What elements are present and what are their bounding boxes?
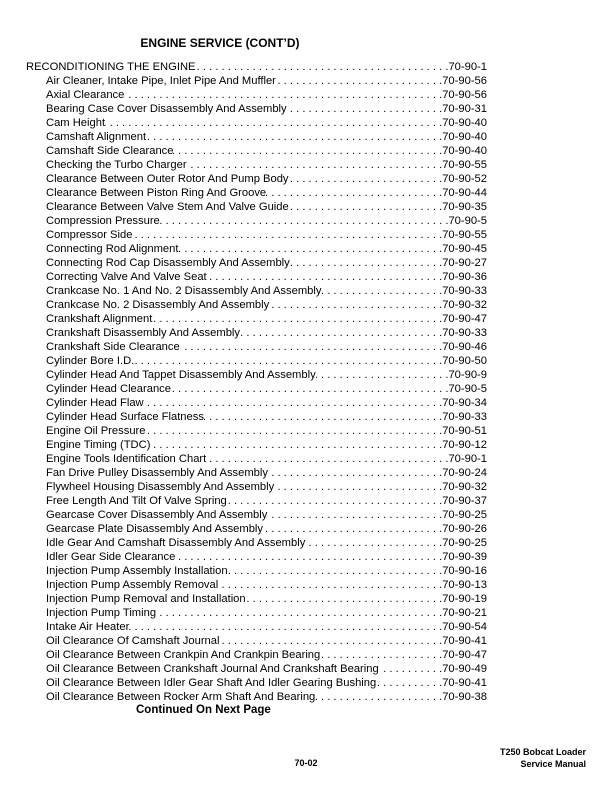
toc-entry[interactable] [26,158,487,172]
entry-title: Oil Clearance Between Crankshaft Journal And Crankshaft Bearing [46,663,379,675]
entry-title: Compression Pressure [46,215,160,227]
toc-entry[interactable] [26,186,487,200]
toc-entry[interactable] [26,676,487,690]
entry-page: 70-90-51 [442,425,487,437]
entry-title: Crankcase No. 1 And No. 2 Disassembly And Assembly [46,285,322,297]
entry-title: Crankshaft Disassembly And Assembly [46,327,240,339]
entry-title: Clearance Between Piston Ring And Groove [46,187,267,199]
toc-entry[interactable] [26,298,487,312]
dot-leader [160,214,449,228]
entry-page: 70-90-21 [442,607,487,619]
toc-entry[interactable] [26,368,487,382]
entry-page: 70-90-38 [442,691,487,703]
toc-entry[interactable] [26,620,487,634]
toc-entry[interactable] [26,508,487,522]
entry-title: Bearing Case Cover Disassembly And Assembly [46,103,287,115]
dot-leader [150,438,442,452]
entry-page: 70-90-24 [442,467,487,479]
entry-title: Camshaft Alignment [46,131,147,143]
entry-title: Idler Gear Side Clearance [46,551,176,563]
dot-leader [227,494,442,508]
entry-title: Oil Clearance Of Camshaft Journal [46,635,220,647]
entry-page: 70-90-54 [442,621,487,633]
entry-title: Axial Clearance [46,89,125,101]
entry-page: 70-90-1 [448,453,487,465]
toc-entry[interactable] [26,690,487,704]
entry-page: 70-90-26 [442,523,487,535]
entry-title: Cylinder Head Clearance [46,383,171,395]
entry-title: Oil Clearance Between Idler Gear Shaft And Idler Gearing Bushing [46,677,377,689]
toc-entry[interactable] [26,88,487,102]
entry-page: 70-90-40 [442,131,487,143]
entry-page: 70-90-32 [442,481,487,493]
entry-title: Connecting Rod Alignment [46,243,179,255]
dot-leader [204,410,442,424]
dot-leader [289,200,442,214]
entry-title: Fan Drive Pulley Disassembly And Assembly [46,467,268,479]
entry-title: Idle Gear And Camshaft Disassembly And Assembly [46,537,306,549]
dot-leader [321,284,442,298]
dot-leader [320,648,442,662]
entry-title: Engine Timing (TDC) [46,439,151,451]
dot-leader [287,102,443,116]
dot-leader [144,396,443,410]
dot-leader [180,340,443,354]
toc-entry[interactable] [26,606,487,620]
dot-leader [263,522,442,536]
entry-page: 70-90-46 [442,341,487,353]
entry-page: 70-90-37 [442,495,487,507]
entry-title: Oil Clearance Between Crankpin And Crankpin Bearing [46,649,321,661]
entry-title: Air Cleaner, Intake Pipe, Inlet Pipe And Muffler [46,75,276,87]
entry-page: 70-90-40 [442,145,487,157]
toc-entry[interactable] [26,592,487,606]
toc-entry[interactable] [26,424,487,438]
entry-title: Cam Height [46,117,106,129]
dot-leader [156,606,442,620]
entry-title: Clearance Between Outer Rotor And Pump Body [46,173,289,185]
toc-entry[interactable] [26,648,487,662]
entry-page: 70-90-41 [442,635,487,647]
dot-leader [267,508,442,522]
toc-entry[interactable] [26,410,487,424]
dot-leader [228,564,443,578]
toc-entry[interactable] [26,270,487,284]
footer-title [500,746,586,770]
dot-leader [240,326,442,340]
toc-entry[interactable] [26,340,487,354]
toc-entry[interactable] [26,354,487,368]
entry-page: 70-90-50 [442,355,487,367]
entry-title: Free Length And Tilt Of Valve Spring [46,495,227,507]
entry-page: 70-90-56 [442,75,487,87]
toc-entry[interactable] [26,396,487,410]
entry-page: 70-90-39 [442,551,487,563]
entry-page: 70-90-33 [442,411,487,423]
dot-leader [268,466,442,480]
toc-entry[interactable] [26,382,487,396]
entry-title: Connecting Rod Cap Disassembly And Assembly [46,257,290,269]
dot-leader [206,452,448,466]
entry-page: 70-90-25 [442,509,487,521]
entry-page: 70-90-41 [442,677,487,689]
dot-leader [276,74,442,88]
footer-manual: Service Manual [520,759,586,769]
entry-title: Cylinder Bore I.D. [46,355,135,367]
dot-leader [152,312,442,326]
toc-entry[interactable] [26,578,487,592]
entry-title: Camshaft Side Clearance [46,145,174,157]
entry-title: Gearcase Plate Disassembly And Assembly [46,523,264,535]
entry-page: 70-90-36 [442,271,487,283]
page-title: ENGINE SERVICE (CONT’D) [140,36,300,50]
entry-page: 70-90-13 [442,579,487,591]
dot-leader [171,382,448,396]
entry-page: 70-90-40 [442,117,487,129]
entry-title: Cylinder Head Flaw [46,397,144,409]
dot-leader [218,578,442,592]
toc-entry[interactable] [26,466,487,480]
toc-entry[interactable] [26,634,487,648]
toc-entry[interactable] [26,284,487,298]
dot-leader [178,242,442,256]
dot-leader [173,144,442,158]
entry-page: 70-90-47 [442,313,487,325]
entry-title: Injection Pump Timing [46,607,157,619]
entry-page: 70-90-12 [442,439,487,451]
toc-entry[interactable] [26,102,487,116]
toc-entry[interactable] [26,242,487,256]
entry-page: 70-90-9 [448,369,487,381]
entry-page: 70-90-55 [442,159,487,171]
entry-title: RECONDITIONING THE ENGINE [26,61,196,73]
entry-title: Injection Pump Removal and Installation [46,593,246,605]
entry-page: 70-90-1 [448,61,487,73]
dot-leader [316,368,449,382]
entry-page: 70-90-5 [448,215,487,227]
dot-leader [376,676,442,690]
entry-page: 70-90-33 [442,285,487,297]
toc-entry[interactable] [26,200,487,214]
entry-page: 70-90-45 [442,243,487,255]
dot-leader [124,88,442,102]
table-of-contents [26,60,487,704]
toc-entry[interactable] [26,172,487,186]
entry-title: Crankshaft Alignment [46,313,153,325]
dot-leader [274,480,442,494]
dot-leader [266,186,442,200]
toc-entry[interactable] [26,214,487,228]
toc-entry[interactable] [26,130,487,144]
toc-entry[interactable] [26,536,487,550]
dot-leader [129,620,442,634]
dot-leader [207,270,443,284]
entry-page: 70-90-25 [442,537,487,549]
entry-page: 70-90-31 [442,103,487,115]
entry-title: Cylinder Head Surface Flatness [46,411,204,423]
dot-leader [146,424,443,438]
entry-page: 70-90-32 [442,299,487,311]
toc-entry[interactable] [26,452,487,466]
entry-title: Checking the Turbo Charger [46,159,187,171]
toc-entry[interactable] [26,256,487,270]
entry-page: 70-90-35 [442,201,487,213]
entry-title: Oil Clearance Between Rocker Arm Shaft And Bearing [46,691,316,703]
dot-leader [146,130,442,144]
entry-page: 70-90-34 [442,397,487,409]
entry-page: 70-90-16 [442,565,487,577]
entry-page: 70-90-55 [442,229,487,241]
page-number: 70-02 [294,758,318,768]
entry-page: 70-90-33 [442,327,487,339]
entry-title: Injection Pump Assembly Removal [46,579,219,591]
entry-title: Correcting Valve And Valve Seat [46,271,207,283]
toc-entry[interactable] [26,480,487,494]
dot-leader [305,536,442,550]
dot-leader [246,592,443,606]
entry-title: Engine Oil Pressure [46,425,146,437]
entry-page: 70-90-27 [442,257,487,269]
entry-title: Flywheel Housing Disassembly And Assembly [46,481,275,493]
footer-product: T250 Bobcat Loader [499,747,586,757]
toc-entry[interactable] [26,494,487,508]
entry-page: 70-90-52 [442,173,487,185]
entry-page: 70-90-47 [442,649,487,661]
continued-note: Continued On Next Page [136,704,271,716]
entry-title: Gearcase Cover Disassembly And Assembly [46,509,268,521]
toc-entry[interactable] [26,312,487,326]
entry-page: 70-90-44 [442,187,487,199]
toc-entry[interactable] [26,564,487,578]
entry-title: Compressor Side [46,229,133,241]
toc-entry[interactable] [26,522,487,536]
dot-leader [315,690,442,704]
dot-leader [379,662,443,676]
dot-leader [134,354,442,368]
toc-entry[interactable] [26,550,487,564]
toc-entry[interactable] [26,228,487,242]
entry-title: Injection Pump Assembly Installation [46,565,228,577]
toc-entry[interactable] [26,662,487,676]
entry-title: Crankshaft Side Clearance [46,341,180,353]
toc-entry[interactable] [26,326,487,340]
toc-entry[interactable] [26,144,487,158]
toc-entry[interactable] [26,116,487,130]
entry-title: Clearance Between Valve Stem And Valve Guide [46,201,289,213]
entry-page: 70-90-49 [442,663,487,675]
dot-leader [132,228,442,242]
dot-leader [289,172,443,186]
dot-leader [219,634,442,648]
entry-title: Crankcase No. 2 Disassembly And Assembly [46,299,270,311]
toc-entry[interactable] [26,74,487,88]
dot-leader [195,60,448,74]
dot-leader [269,298,442,312]
dot-leader [290,256,442,270]
entry-page: 70-90-56 [442,89,487,101]
entry-page: 70-90-5 [448,383,487,395]
entry-title: Engine Tools Identification Chart [46,453,207,465]
toc-main-entry[interactable] [26,60,487,74]
toc-entry[interactable] [26,438,487,452]
entry-page: 70-90-19 [442,593,487,605]
entry-title: Intake Air Heater [46,621,130,633]
dot-leader [187,158,443,172]
dot-leader [105,116,442,130]
dot-leader [175,550,442,564]
entry-title: Cylinder Head And Tappet Disassembly And Assembly [46,369,316,381]
